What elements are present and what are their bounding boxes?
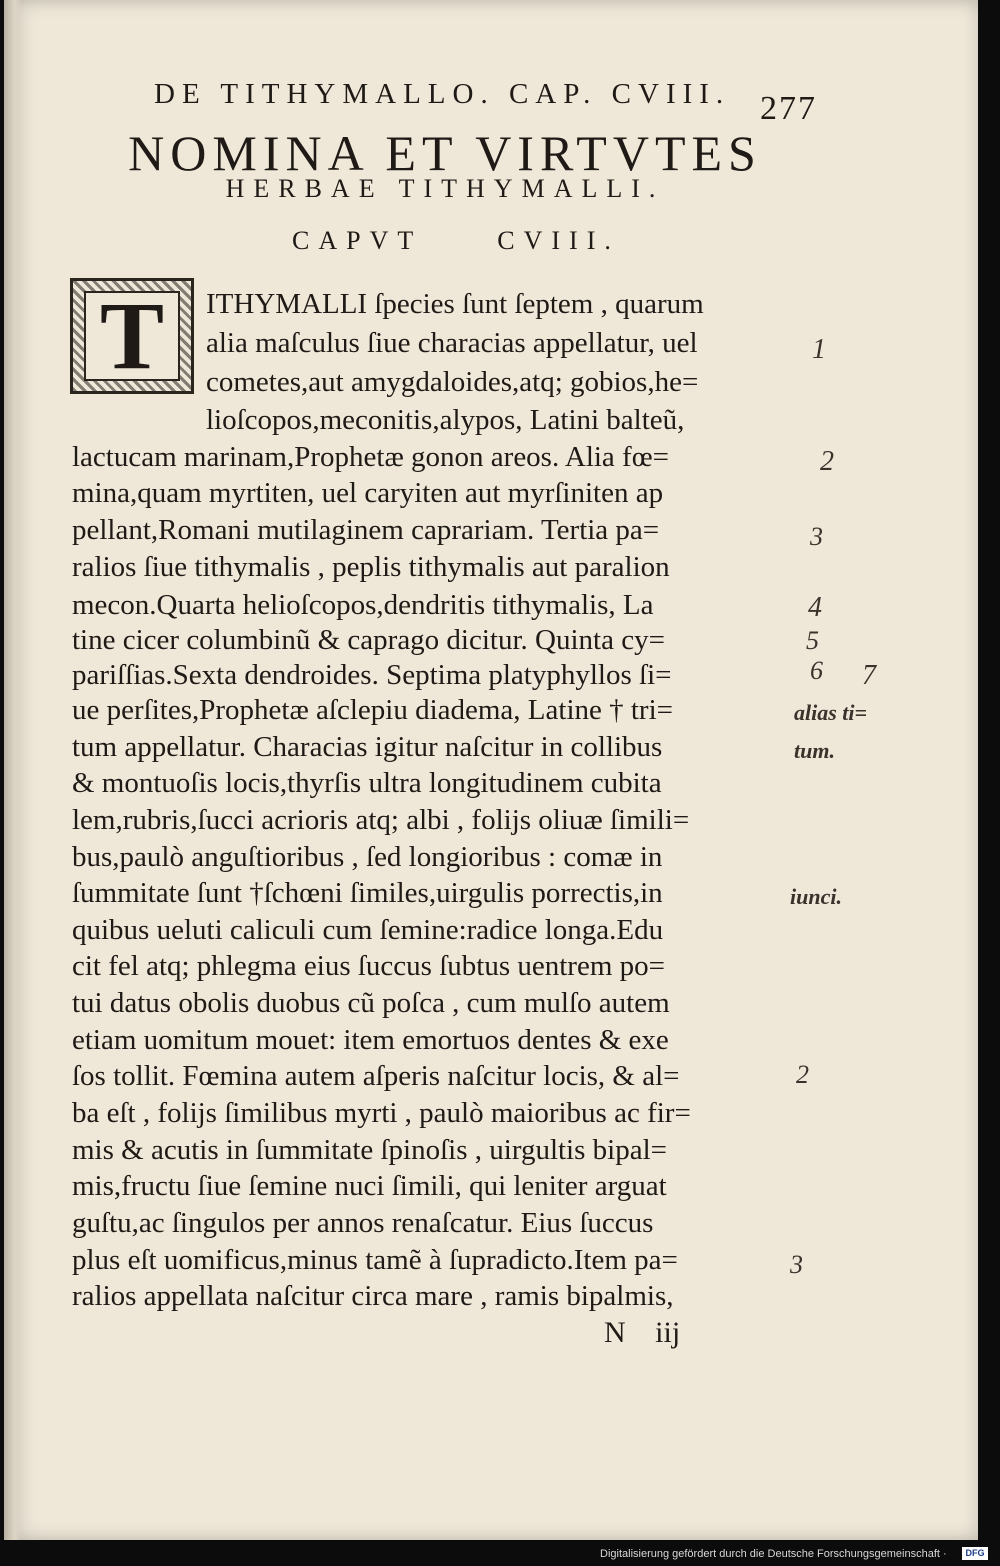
- page-number: 277: [760, 90, 817, 127]
- text-line: & montuoſis locis,thyrſis ultra longitudinem cubita: [72, 767, 662, 799]
- page-gutter: [4, 0, 22, 1540]
- text-line: tui datus obolis duobus cũ poſca , cum mulſo autem: [72, 987, 670, 1019]
- text-line: pellant,Romani mutilaginem caprariam. Tertia pa=: [72, 514, 660, 546]
- margin-note: 3: [810, 522, 823, 551]
- running-head: DE TITHYMALLO. CAP. CVIII.: [154, 78, 731, 110]
- text-line: mina,quam myrtiten, uel caryiten aut myrſiniten ap: [72, 477, 664, 509]
- margin-note: 6: [810, 656, 823, 685]
- digitization-credit: Digitalisierung gefördert durch die Deutsche Forschungsgemeinschaft ·: [600, 1548, 947, 1560]
- margin-note: 2: [820, 446, 834, 477]
- chapter-heading: CAPVT CVIII.: [292, 226, 620, 255]
- text-line: tine cicer columbinũ & caprago dicitur. Quinta cy=: [72, 624, 665, 656]
- margin-note: 3: [790, 1250, 803, 1279]
- text-line: pariſſias.Sexta dendroides. Septima platyphyllos ſi=: [72, 659, 672, 691]
- text-line: alia maſculus ſiue characias appellatur, uel: [206, 327, 698, 359]
- margin-note: iunci.: [790, 884, 842, 909]
- chapter-title: NOMINA ET VIRTVTES: [128, 125, 762, 181]
- signature-mark: N iij: [604, 1316, 681, 1349]
- chapter-subtitle: HERBAE TITHYMALLI.: [225, 174, 665, 203]
- text-line: quibus ueluti caliculi cum ſemine:radice longa.Edu: [72, 914, 664, 946]
- margin-note: 2: [796, 1060, 809, 1089]
- text-line: etiam uomitum mouet: item emortuos dentes & exe: [72, 1024, 669, 1056]
- margin-note: 1: [812, 334, 826, 365]
- dfg-logo-icon: DFG: [962, 1547, 988, 1560]
- text-line: cit fel atq; phlegma eius ſuccus ſubtus uentrem po=: [72, 950, 665, 982]
- text-line: lem,rubris,ſucci acrioris atq; albi , folijs oliuæ ſimili=: [72, 804, 690, 836]
- text-line: ſummitate ſunt †ſchœni ſimiles,uirgulis porrectis,in: [72, 877, 663, 909]
- text-line: bus,paulò anguſtioribus , ſed longioribus : comæ in: [72, 841, 663, 873]
- text-line: lioſcopos,meconitis,alypos, Latini balteũ,: [206, 404, 685, 436]
- margin-note: tum.: [794, 738, 835, 763]
- decorated-initial: [70, 278, 194, 394]
- text-line: ba eſt , folijs ſimilibus myrti , paulò maioribus ac fir=: [72, 1097, 691, 1129]
- text-line: tum appellatur. Characias igitur naſcitur in collibus: [72, 731, 663, 763]
- text-line: ue perſites,Prophetæ aſclepiu diadema, Latine † tri=: [72, 694, 673, 726]
- text-line: lactucam marinam,Prophetæ gonon areos. Alia fœ=: [72, 441, 670, 473]
- text-line: cometes,aut amygdaloides,atq; gobios,he=: [206, 366, 699, 398]
- text-line: mis,fructu ſiue ſemine nuci ſimili, qui leniter arguat: [72, 1170, 667, 1202]
- text-line: plus eſt uomificus,minus tamẽ à ſupradicto.Item pa=: [72, 1244, 678, 1276]
- text-line: mecon.Quarta helioſcopos,dendritis tithymalis, La: [72, 589, 654, 621]
- text-line: mis & acutis in ſummitate ſpinoſis , uirgultis bipal=: [72, 1134, 667, 1166]
- margin-note: 7: [862, 660, 876, 691]
- initial-letter: T: [84, 291, 180, 381]
- text-line: ſos tollit. Fœmina autem aſperis naſcitur locis, & al=: [72, 1060, 680, 1092]
- margin-note: 5: [806, 626, 819, 655]
- text-line: ralios appellata naſcitur circa mare , ramis bipalmis,: [72, 1280, 674, 1312]
- text-line: ITHYMALLI ſpecies ſunt ſeptem , quarum: [206, 288, 704, 320]
- margin-note: 4: [808, 592, 822, 623]
- margin-note: alias ti=: [794, 700, 868, 725]
- text-line: ralios ſiue tithymalis , peplis tithymalis aut paralion: [72, 551, 670, 583]
- text-line: guſtu,ac ſingulos per annos renaſcatur. Eius ſuccus: [72, 1207, 654, 1239]
